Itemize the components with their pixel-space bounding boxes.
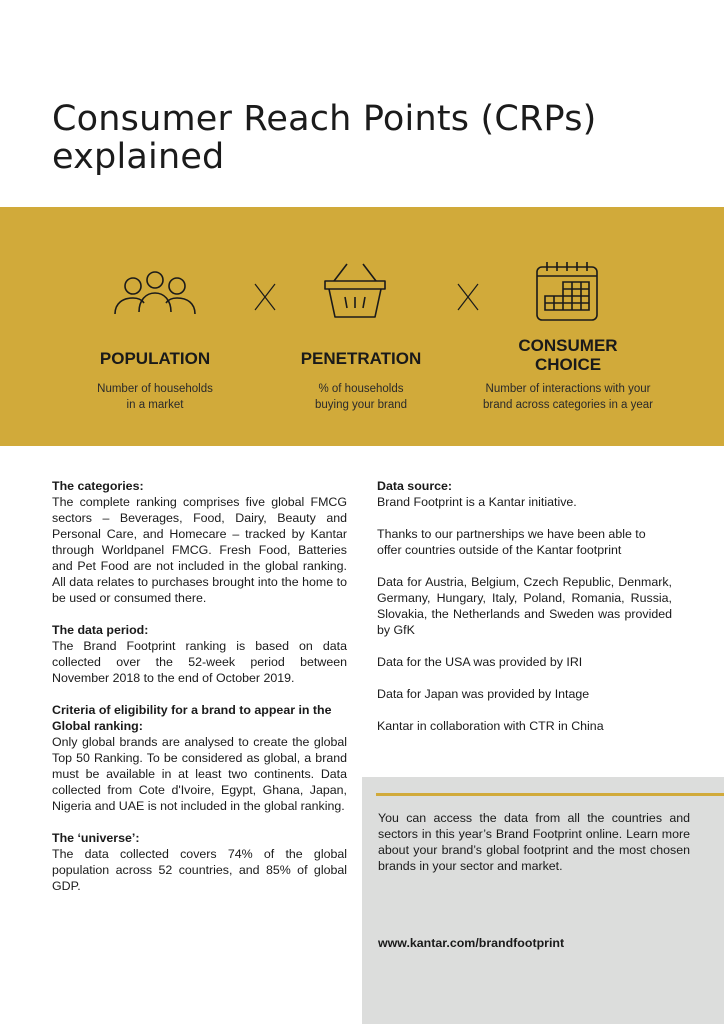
- ctr-text: Kantar in collaboration with CTR in China: [377, 719, 604, 733]
- period-heading: The data period:: [52, 623, 149, 637]
- calendar-icon: [535, 260, 599, 322]
- consumer-choice-heading-line1: CONSUMER: [518, 336, 618, 355]
- universe-text: The data collected covers 74% of the global population across 52 countries, and 85% of global GDP.: [52, 847, 347, 893]
- source-text: Brand Footprint is a Kantar initiative.: [377, 495, 577, 509]
- partnerships-text: Thanks to our partnerships we have been able to offer countries outside of the Kantar footprint: [377, 527, 646, 557]
- people-icon: [108, 270, 202, 316]
- period-text: The Brand Footprint ranking is based on data collected over the 52-week period between November 2018 to the end of October 2019.: [52, 639, 347, 685]
- choice-desc-line1: Number of interactions with your: [485, 383, 651, 395]
- gfk-text: Data for Austria, Belgium, Czech Republic, Denmark, Germany, Hungary, Italy, Poland, Romania, Russia, Slovakia, the Netherlands and Sweden was provided by GfK: [377, 575, 672, 637]
- brandfootprint-link[interactable]: www.kantar.com/brandfootprint: [378, 936, 565, 950]
- penetration-description: [266, 381, 456, 413]
- intage-text: Data for Japan was provided by Intage: [377, 687, 590, 701]
- criteria-text: Only global brands are analysed to create the global Top 50 Ranking. To be considered as global, a brand must be available in at least two continents. Data collected from Cote d'Ivoire, Egypt, Ghana, Japan, Nigeria and UAE is not included in the global ranking.: [52, 735, 347, 813]
- left-column: [52, 478, 347, 894]
- page-title: Consumer Reach Points (CRPs) explained: [52, 99, 597, 177]
- population-desc-line1: Number of households: [97, 383, 213, 395]
- iri-text: Data for the USA was provided by IRI: [377, 655, 583, 669]
- gold-divider: [376, 793, 724, 796]
- right-column: [377, 478, 672, 734]
- categories-heading: The categories:: [52, 479, 144, 493]
- consumer-choice-heading: [478, 336, 658, 374]
- penetration-desc-line1: % of households: [318, 383, 404, 395]
- online-access-box: [362, 777, 724, 1024]
- penetration-desc-line2: buying your brand: [314, 399, 408, 411]
- consumer-choice-description: [468, 381, 668, 413]
- source-heading: Data source:: [377, 479, 453, 493]
- multiply-icon: [254, 283, 276, 311]
- criteria-heading: Criteria of eligibility for a brand to appear in the Global ranking:: [52, 703, 332, 733]
- crp-band: [0, 207, 724, 446]
- consumer-choice-heading-line2: CHOICE: [534, 355, 602, 374]
- multiply-icon: [457, 283, 479, 311]
- basket-icon: [322, 262, 388, 320]
- categories-text: The complete ranking comprises five global FMCG sectors – Beverages, Food, Dairy, Beauty and Personal Care, and Homecare – tracked by Kantar through Worldpanel FMCG. Fresh Food, Batteries and Pet Food are not included in the global ranking. All data relates to purchases brought into the home to be used or consumed there.: [52, 495, 347, 605]
- universe-heading: The ‘universe’:: [52, 831, 140, 845]
- penetration-heading: PENETRATION: [300, 349, 422, 368]
- population-desc-line2: in a market: [126, 399, 184, 411]
- population-heading: POPULATION: [99, 349, 211, 368]
- choice-desc-line2: brand across categories in a year: [482, 399, 654, 411]
- access-text: You can access the data from all the countries and sectors in this year’s Brand Footprint online. Learn more about your brand’s global footprint and the most chosen brands in your sector and market.: [378, 811, 690, 873]
- population-description: [62, 381, 248, 413]
